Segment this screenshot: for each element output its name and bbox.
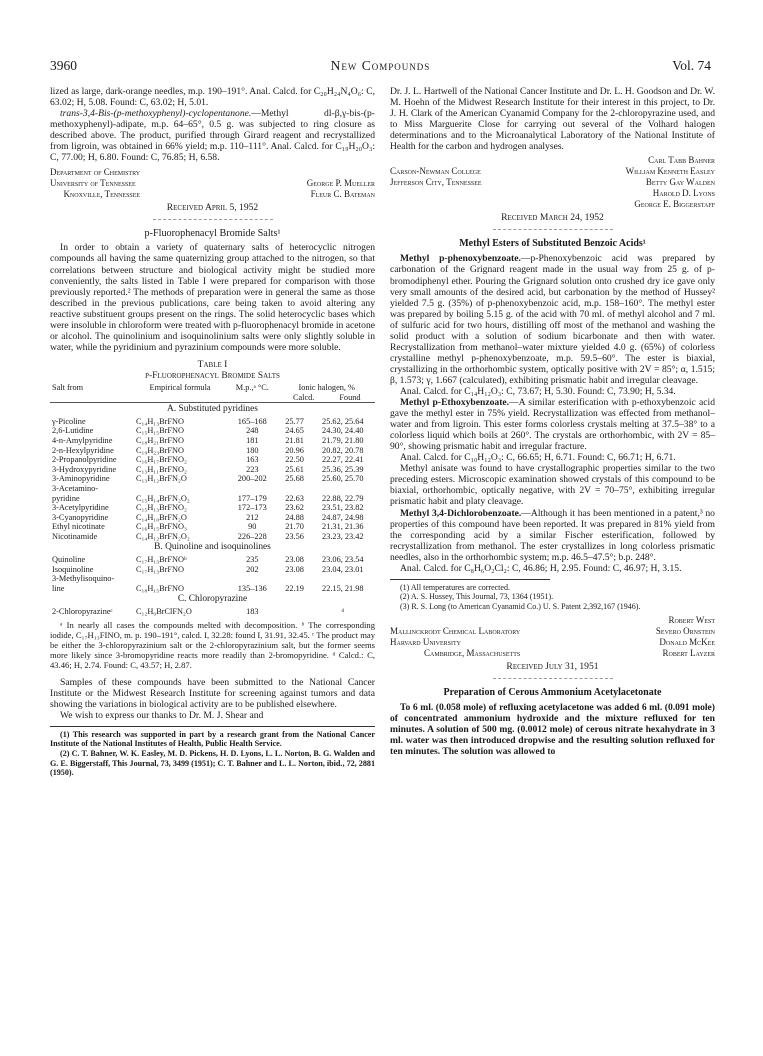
anisate-paragraph: Methyl anisate was found to have crystallographic properties similar to the two preceding esters. Microscopic examination showed crystals of this compound to be biaxial, orthorhombic, optically negative, with 2V = 70–75°, exhibiting irregular prismatic habit and platy cleavage.: [390, 463, 715, 508]
cell-halogen-found: [311, 484, 375, 494]
cell-salt-name: 3-Acetylpyridine: [52, 503, 109, 513]
affiliation-block-1: [50, 167, 375, 200]
col-mp: M.p.,ᵃ °C.: [226, 383, 278, 403]
article-title-fluorophenacyl: p-Fluorophenacyl Bromide Salts¹: [144, 228, 281, 240]
cell-halogen-found: 21.79, 21.80: [322, 435, 364, 445]
trans-run-in-title: trans-3,4-Bis-(p-methoxyphenyl)-cyclopentanone.: [60, 108, 252, 120]
footnote-2: (2) C. T. Bahner, W. K. Easley, M. D. Pickens, H. D. Lyons, L. L. Norton, B. G. Walden and G. E. Biggerstaff, This Journal, 73, 3499 (1951); C. T. Bahner and L. L. Norton, ibid., 72, 2881 (1950).: [50, 749, 375, 778]
table-row: [50, 532, 375, 542]
volume-label: Vol. 74: [672, 58, 711, 73]
cell-formula: C₁₉H₂₃BrFNO: [136, 445, 184, 455]
cell-halogen-found: 22.15, 21.98: [322, 583, 364, 593]
article-paragraph-2: Samples of these compounds have been submitted to the National Cancer Institute or the Midwest Research Institute for screening against tumors and data showing the variations in biological activity are to be published elsewhere.: [50, 676, 375, 710]
aff2-line2: Jefferson City, Tennessee: [390, 177, 482, 188]
cell-salt-name: Quinoline: [52, 555, 86, 565]
table-row: [50, 555, 375, 565]
cell-halogen-found: 22.88, 22.79: [322, 493, 364, 503]
author-biggerstaff: George E. Biggerstaff: [634, 199, 715, 210]
cell-melting-point: 172–173: [237, 503, 267, 513]
cell-formula: C₁₈H₁₅BrFNO: [136, 583, 184, 593]
separator-rule: [153, 219, 273, 220]
reference-1: (1) All temperatures are corrected.: [400, 582, 510, 592]
article-paragraph-1: In order to obtain a variety of quaternary salts of heterocyclic nitrogen compounds all having the same quaternizing group attached to the nitrogen, so that correlations between structure and biological activity might be studied more conveniently, the salts listed in Table I were prepared for comparison with those previously reported.² The methods of preparation were in general the same as those described in the previous publications, care being taken to avoid altering any reactive substituent groups present on the rings. The solid heterocyclic bases which were insoluble in chloroform were treated with p-fluorophenacyl bromide in acetone or alcohol. The quinolinium and isoquinolinium salts were only slightly soluble in water, while the pyridinium and pyrazinium compounds were more soluble.: [50, 242, 376, 353]
section-a-body: [50, 403, 375, 542]
article-title-cerous: Preparation of Cerous Ammonium Acetylacetonate: [443, 687, 662, 699]
signature-bahner: Carl Tabb Bahner: [648, 155, 715, 166]
salts-table: [50, 383, 375, 617]
cell-melting-point: 181: [246, 435, 259, 445]
article-paragraph-3: We wish to express our thanks to Dr. M. J. Shear and: [60, 709, 264, 721]
cell-melting-point: [226, 484, 278, 494]
section-a-heading: A. Substituted pyridines: [167, 404, 258, 415]
cell-formula: C₁₃H₁₂BrFN₂O: [136, 474, 187, 484]
phenoxybenzoate-analysis: Anal. Calcd. for C₁₄H₁₂O₃: C, 73.67; H, 5.30. Found: C, 73.90; H, 5.34.: [400, 385, 676, 397]
table-row: [50, 513, 375, 523]
table-row: [50, 474, 375, 484]
col-empirical-formula: Empirical formula: [134, 383, 226, 403]
cell-halogen-calcd: 25.77: [285, 416, 304, 426]
ethoxybenzoate-body: —A similar esterification with p-ethoxybenzoic acid gave the methyl ester in 75% yield. Recrystallization was effected from methanol–water and from ligroin. This ester forms colorless crystals melting at 37.5–38° to a colorless liquid which boils at 260°. The crystals are orthorhombic, with 2V = 85–90°, showing prismatic habit and irregular fracture.: [390, 397, 715, 453]
footnote-1: (1) This research was supported in part by a research grant from the National Cancer Institute of the National Institutes of Health, Public Health Service.: [50, 729, 375, 749]
reference-2: (2) A. S. Hussey, This Journal, 73, 1364 (1951).: [400, 592, 554, 602]
journal-section-title: New Compounds: [330, 58, 431, 73]
table-row: [50, 522, 375, 532]
cell-formula: C₁₇H₁₃BrFNOᵇ: [136, 555, 187, 565]
author-layzer: Robert Layzer: [662, 648, 715, 659]
cell-halogen-calcd: 25.68: [285, 474, 304, 484]
table-row: [50, 417, 375, 427]
cell-halogen-found: 25.36, 25.39: [322, 464, 364, 474]
cell-melting-point: 163: [246, 455, 259, 465]
aff3-line3: Cambridge, Massachusetts: [424, 648, 521, 659]
cell-salt-name: Ethyl nicotinate: [52, 522, 105, 532]
cell-melting-point: 248: [246, 426, 259, 436]
table-row: [50, 446, 375, 456]
cell-formula: [134, 484, 226, 494]
cell-salt-name: pyridine: [52, 493, 80, 503]
cell-salt-name: Isoquinoline: [52, 564, 94, 574]
dichlorobenzoate-run-in: Methyl 3,4-Dichlorobenzoate.: [400, 507, 522, 519]
reference-3: (3) R. S. Long (to American Cyanamid Co.) U. S. Patent 2,392,167 (1946).: [400, 601, 641, 611]
cell-halogen-found: 25.62, 25.64: [322, 416, 364, 426]
cell-halogen-calcd: 23.08: [285, 564, 304, 574]
table-row: [50, 503, 375, 513]
cell-halogen-found: 23.04, 23.01: [322, 564, 364, 574]
affiliation-block-3: [390, 626, 715, 659]
cell-halogen-found: 24.87, 24.98: [322, 512, 364, 522]
ethoxybenzoate-run-in: Methyl p-Ethoxybenzoate.: [400, 397, 510, 409]
separator-rule-2: [493, 229, 613, 230]
cell-halogen-calcd: 22.50: [285, 455, 304, 465]
aff3-line1: Mallinckrodt Chemical Laboratory: [390, 626, 521, 637]
cell-formula: C₁₄H₁₀BrFN₂O: [136, 512, 187, 522]
table-label: Table I: [197, 358, 228, 370]
table-row: [50, 455, 375, 465]
col-found: Found: [339, 392, 361, 402]
separator-rule-3: [493, 678, 613, 679]
cell-melting-point: 226–228: [237, 531, 267, 541]
cerous-paragraph: To 6 ml. (0.058 mole) of refluxing acetylacetone was added 6 ml. (0.091 mole) of concentrated ammonium hydroxide and the mixture refluxed for ten minutes. A solution of 500 mg. (0.0012 mole) of cerous nitrate hexahydrate in 3 ml. water was then introduced dropwise and the resulting solution refluxed for ten minutes. The solution was allowed to: [390, 702, 715, 758]
cell-halogen-calcd: 23.62: [285, 503, 304, 513]
received-date-2: Received March 24, 1952: [501, 212, 604, 224]
cell-halogen-calcd: 20.96: [285, 445, 304, 455]
cell-halogen-calcd: 21.70: [285, 522, 304, 532]
table-row: [50, 426, 375, 436]
cell-halogen-found: [311, 574, 375, 584]
cell-formula: C₁₇H₁₃BrFNO: [136, 564, 184, 574]
section-b-body: [50, 541, 375, 593]
cell-salt-name: 3-Acetamino-: [52, 483, 99, 493]
cell-salt-name: 2-n-Hexylpyridine: [52, 445, 114, 455]
table-row: [50, 484, 375, 494]
aff1-line2: University of Tennessee: [50, 178, 136, 189]
author-mckee: Donald McKee: [659, 637, 715, 648]
col-salt-from: Salt from: [50, 383, 134, 403]
cell-halogen-found: 23.23, 23.42: [322, 531, 364, 541]
aff1-line1: Department of Chemistry: [50, 167, 141, 178]
cell-melting-point: 90: [248, 522, 257, 532]
table-row: [50, 565, 375, 575]
col-calcd: Calcd.: [292, 392, 315, 402]
cell-halogen-found: 24.30, 24.40: [322, 426, 364, 436]
trans-body: —Methyl dl-β,γ-bis-(p-methoxyphenyl)-adipate, m.p. 64–65°, 0.5 g. was subjected to ring closure as described above. The product, purified through Girard reagent and recrystallized from ligroin, was obtained in 66% yield; m.p. 110–111°. Anal. Calcd. for C₁₉H₂₀O₃: C, 77.00; H, 6.80. Found: C, 76.85; H, 6.58.: [50, 108, 375, 164]
col-ionic-halogen-label: Ionic halogen, %: [298, 382, 355, 392]
cell-salt-name: line: [52, 583, 65, 593]
left-column: [50, 86, 375, 778]
author-lyons: Harold D. Lyons: [652, 188, 715, 199]
cell-salt-name: 2-Propanolpyridine: [52, 455, 117, 465]
cell-halogen-calcd: [279, 574, 311, 584]
cell-melting-point: 180: [246, 445, 259, 455]
footnotes: [50, 726, 375, 777]
table-row: [50, 494, 375, 504]
cell-formula: C₁₆H₁₅BrFNO₃: [136, 522, 187, 532]
cell-formula: C₁₂H₉BrClFN₂O: [136, 607, 192, 617]
cell-melting-point: 212: [246, 512, 259, 522]
page-number: 3960: [50, 58, 77, 73]
author-ornstein: Severo Ornstein: [655, 626, 715, 637]
received-date-3: Received July 31, 1951: [506, 661, 599, 673]
table-row: [50, 574, 375, 584]
table-row: [50, 465, 375, 475]
table-header-row: [50, 383, 375, 403]
reference-footnotes: [390, 579, 641, 611]
cell-salt-name: 3-Hydroxypyridine: [52, 464, 117, 474]
aff1-line3: Knoxville, Tennessee: [63, 189, 141, 200]
cell-formula: C₁₄H₁₂BrFN₂O₂: [136, 531, 190, 541]
cell-melting-point: 202: [246, 564, 259, 574]
dichlorobenzoate-analysis: Anal. Calcd. for C₈H₆O₂Cl₂: C, 46.86; H, 2.95. Found: C, 46.97; H, 3.15.: [400, 562, 682, 574]
cell-melting-point: 135–136: [237, 583, 267, 593]
signature-west: Robert West: [668, 615, 715, 625]
cell-halogen-calcd: 24.65: [285, 426, 304, 436]
phenoxybenzoate-paragraph: [390, 253, 715, 386]
right-column: [390, 86, 715, 757]
cell-halogen-found: 25.60, 25.70: [322, 474, 364, 484]
cell-formula: C₁₅H₁₃BrFNO₂: [136, 503, 187, 513]
dichlorobenzoate-paragraph: [390, 508, 715, 563]
cell-halogen-calcd: [279, 607, 311, 617]
section-b-heading: B. Quinoline and isoquinolines: [154, 542, 271, 553]
aff3-line2: Harvard University: [390, 637, 461, 648]
table-row: [50, 584, 375, 594]
cell-halogen-calcd: 23.08: [285, 555, 304, 565]
section-c-heading: C. Chloropyrazine: [177, 594, 248, 605]
ethoxybenzoate-paragraph: [390, 397, 715, 452]
cell-salt-name: 2,6-Lutidine: [52, 426, 94, 436]
cell-salt-name: 3-Aminopyridine: [52, 474, 110, 484]
acknowledgment-paragraph: Dr. J. L. Hartwell of the National Cancer Institute and Dr. L. H. Goodson and Dr. W. M. Hoehn of the Midwest Research Institute for their interest in this project, to Dr. J. H. Clark of the American Cyanamid Company for the 2-chloropyrazine used, and to Miss Marguerite Close for carrying out several of the Volhard halogen determinations and to the Microanalytical Laboratory of the National Institute of Health for the carbon and hydrogen analyses.: [390, 86, 715, 153]
cell-formula: C₁₈H₂₁BrFNO: [136, 435, 184, 445]
cell-halogen-calcd: 23.56: [285, 531, 304, 541]
cell-salt-name: γ-Picoline: [52, 416, 86, 426]
cell-salt-name: 3-Methylisoquino-: [52, 574, 115, 584]
cell-formula: C₁₅H₁₅BrFNO: [136, 426, 184, 436]
cell-salt-name: 4-n-Amylpyridine: [52, 435, 113, 445]
table-row: [50, 436, 375, 446]
dichlorobenzoate-body: —Although it has been mentioned in a patent,³ no properties of this compound have been reported. It was prepared in 81% yield from the corresponding acid by a similar Fischer esterification, followed by recrystallization from methanol. The ester crystallizes in long colorless prismatic needles, also in the orthorhombic system; m.p. 46.5–47.5°; b.p. 248°.: [390, 507, 715, 563]
cell-halogen-found: 23.06, 23.54: [322, 555, 364, 565]
col-ionic-halogen: [279, 383, 376, 403]
cell-melting-point: [226, 574, 278, 584]
author-mueller: George P. Mueller: [306, 178, 375, 189]
cell-formula: C₁₃H₁₁BrFNO₂: [136, 464, 187, 474]
article-title-methyl-esters: Methyl Esters of Substituted Benzoic Acids¹: [459, 238, 646, 250]
author-easley: William Kenneth Easley: [625, 166, 715, 177]
phenoxybenzoate-body: —p-Phenoxybenzoic acid was prepared by carbonation of the Grignard reagent made in the usual way from 25 g. of p-bromodiphenyl ether. Pouring the Grignard solution onto crushed dry ice gave only very small amounts of the desired acid, but carbonation by the method of Hussey² yielded 7.5 g. (35%) of p-phenoxybenzoic acid, m.p. 158–160°. The methyl ester was prepared by boiling 5.15 g. of the acid with 70 ml. of methyl alcohol and 7 ml. of sulfuric acid for two hours, distilling off most of the methanol and washing the solid product with a solution of sodium bicarbonate and then with water. Recrystallization from methanol–water mixture yielded 4.0 g. (65%) of colorless crystalline methyl p-phenoxybenzoate, m.p. 59.5–60°. The ester is biaxial, crystallizing in the orthorhombic system, optically positive with 2V = 85°; α, 1.515; β, 1.573; γ, 1.667 (calculated), exhibiting prismatic habit and irregular cleavage.: [390, 253, 715, 386]
trans-paragraph: [50, 108, 375, 163]
cell-halogen-calcd: 21.81: [285, 435, 304, 445]
continued-paragraph: lized as large, dark-orange needles, m.p. 190–191°. Anal. Calcd. for C₂₀H₂₄N₄O₆: C, 63.02; H, 5.08. Found: C, 63.02; H, 5.01.: [50, 86, 375, 109]
cell-melting-point: 200–202: [237, 474, 267, 484]
cell-halogen-calcd: 25.61: [285, 464, 304, 474]
cell-halogen-found: 20.82, 20.78: [322, 445, 364, 455]
table-row: [50, 607, 375, 617]
cell-halogen-calcd: 22.63: [285, 493, 304, 503]
cell-halogen-found: 23.51, 23.82: [322, 503, 364, 513]
cell-melting-point: 235: [246, 555, 259, 565]
cell-melting-point: 183: [246, 607, 259, 617]
cell-halogen-calcd: [279, 484, 311, 494]
ethoxybenzoate-analysis: Anal. Calcd. for C₁₀H₁₂O₃: C, 66.65; H, 6.71. Found: C, 66.71; H, 6.71.: [400, 452, 676, 464]
cell-halogen-found: 21.31, 21.36: [322, 522, 364, 532]
table-title: p-Fluorophenacyl Bromide Salts: [145, 369, 280, 381]
phenoxybenzoate-run-in: Methyl p-phenoxybenzoate.: [400, 253, 521, 265]
cell-salt-name: 3-Cyanopyridine: [52, 512, 109, 522]
section-c-body: [50, 593, 375, 616]
affiliation-block-2: [390, 166, 715, 210]
cell-melting-point: 165–168: [237, 416, 267, 426]
author-walden: Betty Gay Walden: [645, 177, 715, 188]
cell-halogen-calcd: 22.19: [285, 583, 304, 593]
cell-salt-name: 2-Chloropyrazineᶜ: [52, 607, 113, 617]
author-bateman: Fleur C. Bateman: [310, 189, 375, 200]
running-header: [50, 58, 711, 78]
table-footnotes: ᵃ In nearly all cases the compounds melted with decomposition. ᵇ The corresponding iodide, C₁₇H₁₃FINO, m. p. 190–191°, calcd. I, 32.28: found I, 31.91, 32.45. ᶜ The product may be either the 3-chloropyrazinium salt or the 2-chloropyrazinium salt, but the former seems more likely since 3-bromopyridine reacts more readily than 2-bromopyridine. ᵈ Calcd.: C, 43.46; H, 2.74. Found: C, 43.57; H, 2.87.: [50, 619, 375, 671]
cell-formula: [134, 574, 226, 584]
cell-melting-point: 177–179: [237, 493, 267, 503]
cell-melting-point: 223: [246, 464, 259, 474]
cell-formula: C₁₄H₁₃BrFNO: [136, 416, 184, 426]
received-date-1: Received April 5, 1952: [166, 202, 259, 214]
aff2-line1: Carson-Newman College: [390, 166, 481, 177]
cell-formula: C₁₅H₁₄BrFN₂O₂: [136, 493, 190, 503]
cell-salt-name: Nicotinamide: [52, 531, 98, 541]
cell-halogen-calcd: 24.88: [285, 512, 304, 522]
cell-halogen-found: ᵈ: [341, 607, 345, 617]
cell-halogen-found: 22.27, 22.41: [322, 455, 364, 465]
cell-formula: C₁₆H₁₇BrFNO₂: [136, 455, 187, 465]
